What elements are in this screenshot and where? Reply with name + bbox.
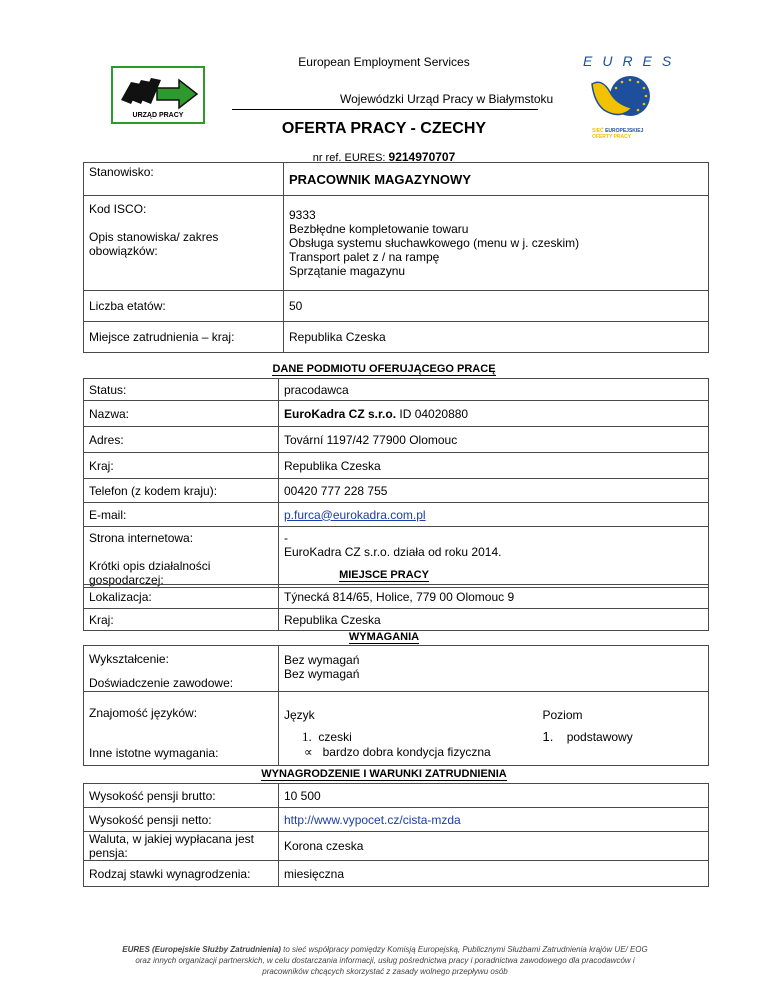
etaty-value: 50 xyxy=(284,291,709,322)
wyksztalcenie-values: Bez wymagań Bez wymagań xyxy=(279,646,709,692)
email-label: E-mail: xyxy=(84,503,279,527)
jezyki-labels: Znajomość języków: Inne istotne wymagania: xyxy=(84,692,279,766)
level-number: 1. xyxy=(542,729,554,744)
footer-note: EURES (Europejskie Służby Zatrudnienia) to sieć współpracy pomiędzy Komisją Europejską, Publicznymi Służbami Zatrudnienia krajów UE/ EOG oraz innych organizacji partnerskich, w celu dostarczania informacji, usług pośrednictwa pracy i poradnictwa zawodowego dla pracodawców i pracowników chcących skorzystać z zasady wolnego przepływu osób xyxy=(122,945,648,976)
place-section-title: MIEJSCE PRACY xyxy=(339,569,429,581)
place-table xyxy=(83,584,709,631)
stawka-value: miesięczna xyxy=(279,861,709,887)
level-value: podstawowy xyxy=(566,730,633,744)
employer-kraj-value: Republika Czeska xyxy=(279,453,709,479)
wyksztalcenie-labels: Wykształcenie: Doświadczenie zawodowe: xyxy=(84,646,279,692)
place-kraj-label: Kraj: xyxy=(84,609,279,631)
lokalizacja-label: Lokalizacja: xyxy=(84,585,279,609)
etaty-label: Liczba etatów: xyxy=(84,291,284,322)
waluta-label: Waluta, w jakiej wypłacana jest pensja: xyxy=(84,832,279,861)
requirements-table xyxy=(83,645,709,766)
eures-logo-icon xyxy=(590,70,660,126)
kraj-value: Republika Czeska xyxy=(284,322,709,353)
adres-value: Tovární 1197/42 77900 Olomouc xyxy=(279,427,709,453)
logo-label: URZĄD PRACY xyxy=(132,112,184,119)
employer-table xyxy=(83,378,709,588)
language-column: Język 1. czeski ∝ bardzo dobra kondycja fizyczna xyxy=(279,692,509,766)
eures-caption: SIEĆ EUROPEJSKIEJ OFERTY PRACY xyxy=(592,128,644,140)
header-divider xyxy=(232,109,538,110)
lokalizacja-value: Týnecká 814/65, Holice, 779 00 Olomouc 9 xyxy=(279,585,709,609)
reference-number: nr ref. EURES: 9214970707 xyxy=(312,150,456,164)
telefon-label: Telefon (z kodem kraju): xyxy=(84,479,279,503)
stanowisko-value: PRACOWNIK MAGAZYNOWY xyxy=(284,163,709,196)
bullet-icon: ∝ xyxy=(304,745,313,759)
stawka-label: Rodzaj stawki wynagrodzenia: xyxy=(84,861,279,887)
agency-name: European Employment Services xyxy=(298,55,470,69)
eures-wordmark: EURES xyxy=(583,53,682,69)
requirements-section-title: WYMAGANIA xyxy=(348,631,420,643)
adres-label: Adres: xyxy=(84,427,279,453)
page-title: OFERTA PRACY - CZECHY xyxy=(281,120,487,137)
employer-kraj-label: Kraj: xyxy=(84,453,279,479)
www-opis-values: - EuroKadra CZ s.r.o. działa od roku 2014. xyxy=(279,527,709,588)
job-table xyxy=(83,162,709,353)
brutto-label: Wysokość pensji brutto: xyxy=(84,784,279,808)
nazwa-label: Nazwa: xyxy=(84,401,279,427)
salary-table xyxy=(83,783,709,887)
lang-number: 1. xyxy=(302,729,312,744)
inne-value: bardzo dobra kondycja fizyczna xyxy=(322,745,491,759)
stanowisko-label: Stanowisko: xyxy=(84,163,284,196)
logo-icon xyxy=(113,70,203,114)
brutto-value: 10 500 xyxy=(279,784,709,808)
status-value: pracodawca xyxy=(279,379,709,401)
isco-opis-labels: Kod ISCO: Opis stanowiska/ zakres obowiązków: xyxy=(84,196,284,291)
email-link[interactable]: p.furca@eurokadra.com.pl xyxy=(284,507,426,522)
telefon-value: 00420 777 228 755 xyxy=(279,479,709,503)
place-kraj-value: Republika Czeska xyxy=(279,609,709,631)
netto-label: Wysokość pensji netto: xyxy=(84,808,279,832)
level-column: Poziom 1. podstawowy xyxy=(509,692,709,766)
office-name: Wojewódzki Urząd Pracy w Białymstoku xyxy=(340,92,554,106)
lang-value: czeski xyxy=(318,730,352,744)
email-value xyxy=(279,503,709,527)
nazwa-value: EuroKadra CZ s.r.o. ID 04020880 xyxy=(279,401,709,427)
employer-section-title: DANE PODMIOTU OFERUJĄCEGO PRACĘ xyxy=(272,363,496,375)
netto-link[interactable]: http://www.vypocet.cz/cista-mzda xyxy=(284,812,461,827)
waluta-value: Korona czeska xyxy=(279,832,709,861)
isco-opis-values: 9333 Bezbłędne kompletowanie towaru Obsługa systemu słuchawkowego (menu w j. czeskim) Transport palet z / na rampę Sprzątanie magazynu xyxy=(284,196,709,291)
salary-section-title: WYNAGRODZENIE I WARUNKI ZATRUDNIENIA xyxy=(261,768,507,780)
status-label: Status: xyxy=(84,379,279,401)
www-opis-labels: Strona internetowa: Krótki opis działalności gospodarczej: xyxy=(84,527,279,588)
urzad-pracy-logo xyxy=(111,66,205,124)
netto-value xyxy=(279,808,709,832)
kraj-label: Miejsce zatrudnienia – kraj: xyxy=(84,322,284,353)
